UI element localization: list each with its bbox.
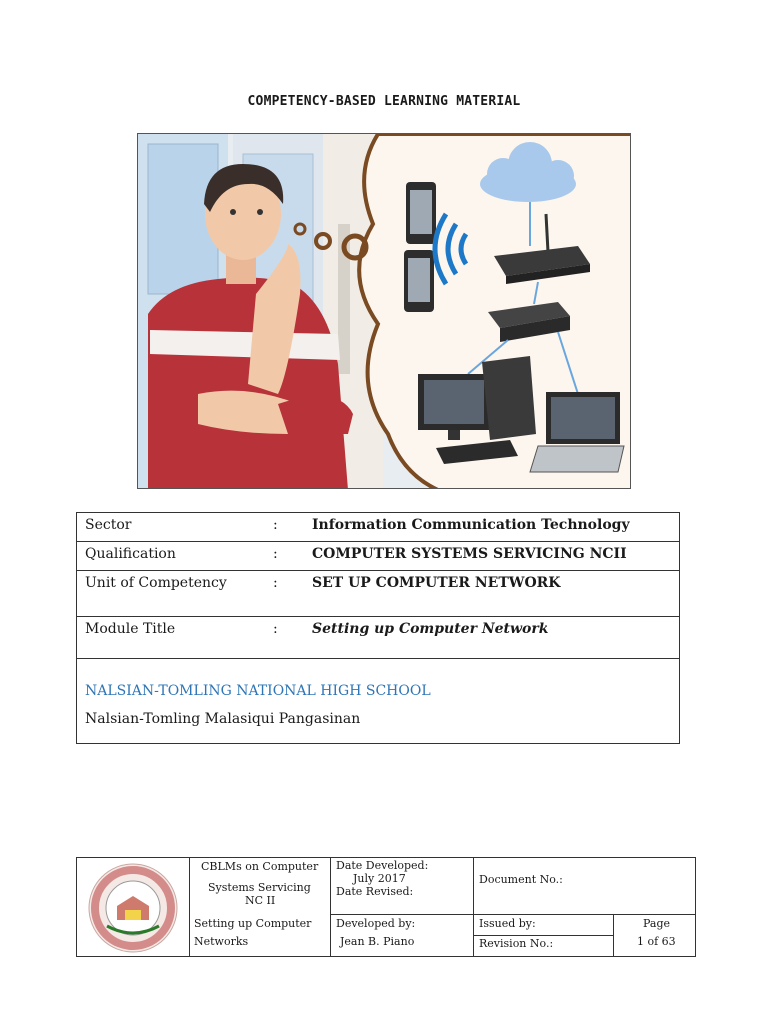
info-row-unit-of-competency [76,570,680,616]
info-value: SET UP COMPUTER NETWORK [312,575,561,591]
info-colon: : [273,517,278,533]
cover-illustration [137,133,631,489]
document-no-label: Document No.: [479,873,563,886]
school-address: Nalsian-Tomling Malasiqui Pangasinan [85,711,361,727]
page-label: Page [643,917,671,930]
info-value: COMPUTER SYSTEMS SERVICING NCII [312,546,627,562]
info-label: Module Title [85,621,176,637]
cblm-line: Setting up Computer [194,917,312,930]
info-colon: : [273,621,278,637]
issued-by-label: Issued by: [479,917,536,930]
document-title: COMPETENCY-BASED LEARNING MATERIAL [247,94,521,109]
cblm-line: Systems Servicing [208,881,311,894]
school-seal [77,858,189,956]
info-value: Setting up Computer Network [312,621,549,637]
info-colon: : [273,546,278,562]
revision-no-label: Revision No.: [479,937,554,950]
info-colon: : [273,575,278,591]
network-thinking-illustration [138,134,631,489]
school-name: NALSIAN-TOMLING NATIONAL HIGH SCHOOL [85,683,431,699]
info-row-module-title [76,616,680,658]
info-label: Qualification [85,546,176,562]
cblm-line: CBLMs on Computer [201,860,319,873]
cblm-line: Networks [194,935,249,948]
school-seal-logo [77,858,189,956]
info-label: Unit of Competency [85,575,227,591]
cblm-line: NC II [245,894,276,907]
info-row-qualification [76,541,680,570]
page-number: 1 of 63 [637,935,676,948]
date-developed-label: Date Developed: [336,859,429,872]
info-row-school [76,658,680,744]
document-footer [76,857,696,957]
date-revised-label: Date Revised: [336,885,414,898]
info-value: Information Communication Technology [312,517,630,533]
info-label: Sector [85,517,132,533]
developed-by-label: Developed by: [336,917,416,930]
developed-by-value: Jean B. Piano [340,935,415,948]
info-row-sector [76,512,680,541]
date-developed-value: July 2017 [353,872,406,885]
